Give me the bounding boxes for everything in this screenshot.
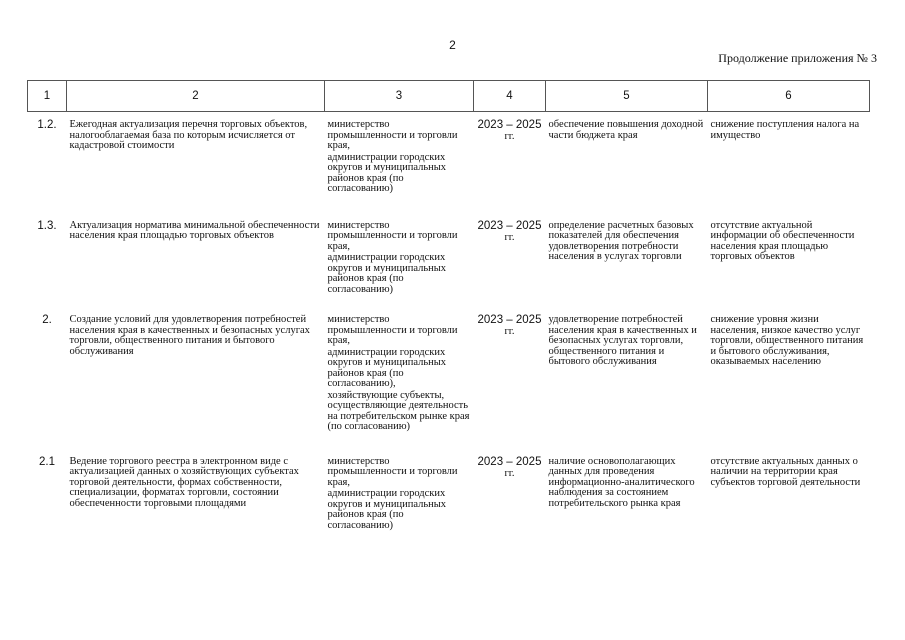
- period-unit: гг.: [504, 131, 515, 142]
- period-unit: гг.: [504, 326, 515, 337]
- table-row: [28, 112, 870, 196]
- executor-line: министерство промышленности и торговли края,: [327, 219, 458, 252]
- row-number: 2.: [42, 314, 52, 326]
- consequence-text: отсутствие актуальных данных о наличии на территории края субъектов торговой деятельности: [710, 455, 861, 488]
- column-header: 5: [546, 81, 708, 112]
- executor-cell: [325, 196, 474, 297]
- executor-line: министерство промышленности и торговли края,: [327, 119, 458, 151]
- column-header: 1: [28, 81, 67, 112]
- executor-line: министерство промышленности и торговли края,: [327, 455, 458, 488]
- executor-line: администрации городских округов и муниципальных районов края (по согласованию),: [327, 346, 447, 389]
- expected-result: определение расчетных базовых показателей для обеспечения удовлетворения потребности населения в услугах торговли: [548, 219, 694, 262]
- period-years: 2023 – 2025: [477, 119, 542, 131]
- column-header: 6: [708, 81, 870, 112]
- executor-line: администрации городских округов и муниципальных районов края (по согласованию): [327, 151, 447, 194]
- consequence-text: снижение уровня жизни населения, низкое качество услуг торговли, общественного питания и бытового обслуживания, оказываемых населению: [710, 314, 864, 367]
- row-number: 2.1: [39, 455, 55, 468]
- executor-cell: [325, 296, 474, 434]
- table-row: [28, 196, 870, 297]
- column-header: 3: [325, 81, 474, 112]
- period-cell: [474, 296, 546, 434]
- column-header: 2: [67, 81, 325, 112]
- period-cell: [474, 112, 546, 196]
- executor-cell: [325, 112, 474, 196]
- executor-line: администрации городских округов и муниципальных районов края (по согласованию): [327, 488, 447, 531]
- row-number: 1.3.: [37, 219, 57, 232]
- column-number-header-row: [28, 81, 870, 112]
- row-number: 1.2.: [37, 119, 57, 131]
- period-cell: [474, 434, 546, 533]
- consequence-text: снижение поступления налога на имущество: [710, 119, 860, 141]
- period-unit: гг.: [504, 467, 515, 479]
- table-row: [28, 296, 870, 434]
- table-row: [28, 434, 870, 533]
- period-years: 2023 – 2025: [477, 314, 542, 326]
- expected-result: наличие основополагающих данных для проведения информационно-аналитического наблюдения за состоянием потребительского рынка края: [548, 455, 695, 509]
- measure-text: Актуализация норматива минимальной обеспеченности населения края площадью торговых объектов: [69, 219, 320, 241]
- expected-result: удовлетворение потребностей населения края в качественных и безопасных услугах торговли, общественного питания и бытового обслуживания: [548, 314, 697, 367]
- expected-result: обеспечение повышения доходной части бюджета края: [548, 119, 704, 141]
- page-number: 2: [449, 38, 456, 52]
- column-header: 4: [474, 81, 546, 112]
- measure-text: Создание условий для удовлетворения потребностей населения края в качественных и безопасных услугах торговли, общественного питания и бытового обслуживания: [69, 314, 310, 357]
- appendix-continuation-label: Продолжение приложения № 3: [718, 51, 877, 65]
- measure-text: Ведение торгового реестра в электронном виде с актуализацией данных о хозяйствующих субъектах торговой деятельности, формах собственности, специализации, форматах торговли, состоянии обеспеченности торговыми площадями: [69, 455, 299, 509]
- executor-line: администрации городских округов и муниципальных районов края (по согласованию): [327, 252, 447, 295]
- measure-text: Ежегодная актуализация перечня торговых объектов, налогооблагаемая база по которым исчисляется от кадастровой стоимости: [69, 119, 308, 151]
- executor-line: хозяйствующие субъекты, осуществляющие деятельность на потребительском рынке края (по согласованию): [327, 389, 470, 432]
- consequence-text: отсутствие актуальной информации об обеспеченности населения края площадью торговых объектов: [710, 219, 855, 262]
- period-cell: [474, 196, 546, 297]
- period-years: 2023 – 2025: [477, 455, 542, 468]
- measures-table: [27, 80, 870, 532]
- period-years: 2023 – 2025: [477, 219, 542, 232]
- period-unit: гг.: [504, 231, 515, 243]
- executor-line: министерство промышленности и торговли края,: [327, 314, 458, 346]
- executor-cell: [325, 434, 474, 533]
